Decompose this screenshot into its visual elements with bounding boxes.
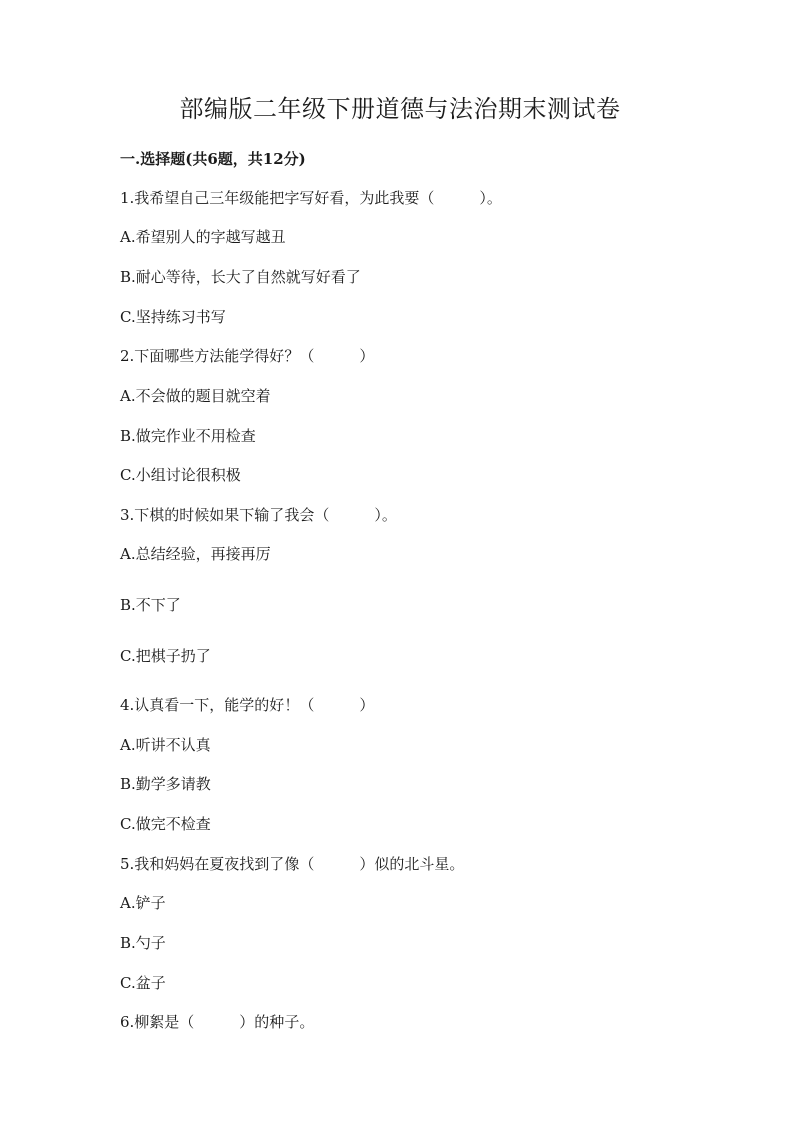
question-4-option-a: A.听讲不认真 [120, 736, 211, 754]
question-1-stem: 1.我希望自己三年级能把字写好看，为此我要（ ）。 [120, 189, 502, 207]
question-1-option-b: B.耐心等待，长大了自然就写好看了 [120, 268, 361, 286]
question-2-option-a: A.不会做的题目就空着 [120, 387, 271, 405]
question-3-option-b: B.不下了 [120, 596, 181, 614]
question-5-option-c: C.盆子 [120, 974, 166, 992]
question-5-stem: 5.我和妈妈在夏夜找到了像（ ）似的北斗星。 [120, 855, 465, 873]
question-2-stem: 2.下面哪些方法能学得好？（ ） [120, 347, 375, 365]
question-2-option-c: C.小组讨论很积极 [120, 466, 241, 484]
question-4-stem: 4.认真看一下，能学的好！（ ） [120, 696, 375, 714]
question-3-option-c: C.把棋子扔了 [120, 647, 211, 665]
question-2-option-b: B.做完作业不用检查 [120, 427, 256, 445]
question-3-stem: 3.下棋的时候如果下输了我会（ ）。 [120, 506, 397, 524]
page-title: 部编版二年级下册道德与法治期末测试卷 [179, 95, 621, 123]
question-4-option-c: C.做完不检查 [120, 815, 211, 833]
question-5-option-a: A.铲子 [120, 894, 166, 912]
question-6-stem: 6.柳絮是（ ）的种子。 [120, 1013, 315, 1031]
question-1-option-c: C.坚持练习书写 [120, 308, 226, 326]
question-5-option-b: B.勺子 [120, 934, 166, 952]
section-heading: 一.选择题(共6题，共12分) [120, 150, 306, 168]
question-3-option-a: A.总结经验，再接再厉 [120, 545, 271, 563]
question-4-option-b: B.勤学多请教 [120, 775, 211, 793]
question-1-option-a: A.希望别人的字越写越丑 [120, 228, 286, 246]
